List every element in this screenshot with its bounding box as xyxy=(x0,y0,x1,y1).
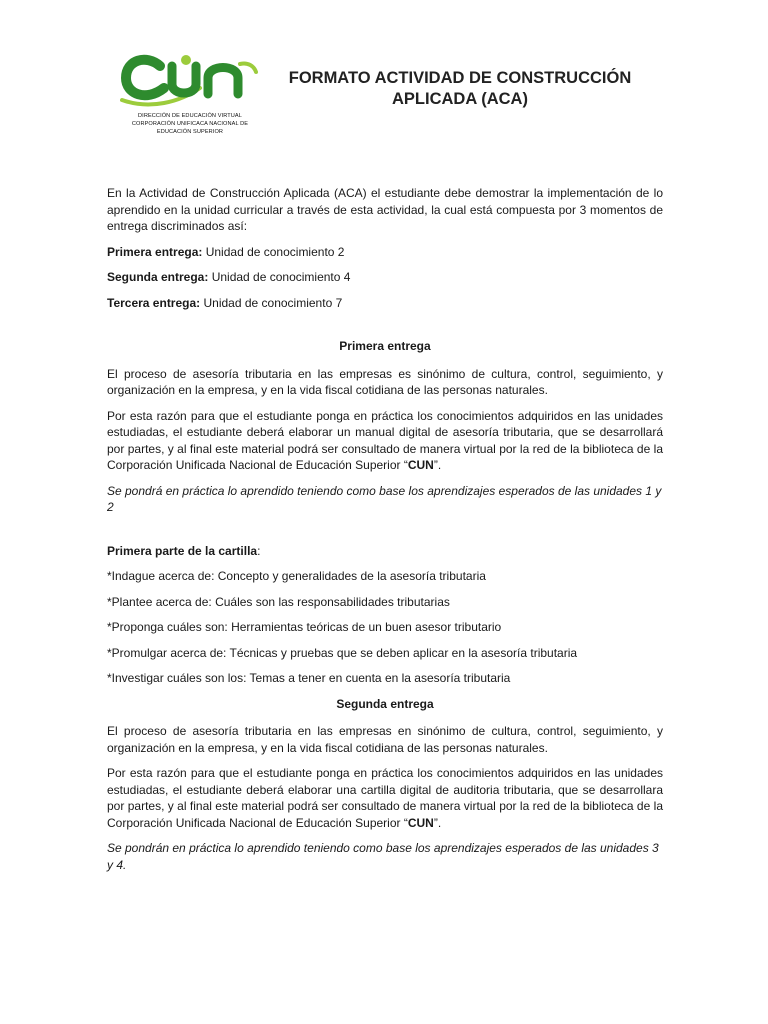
document-body xyxy=(107,185,663,873)
first-paragraph-2: Por esta razón para que el estudiante ponga en práctica los conocimientos adquiridos en las unidades estudiadas, el estudiante deberá elaborar un manual digital de asesoría tributaria, que se desarrollará por partes, y al final este material podrá ser consultado de manera virtual por la red de la biblioteca de la Corporación Unificada Nacional de Educación Superior “CUN”. xyxy=(107,408,663,472)
section-heading-first: Primera entrega xyxy=(339,339,431,353)
first-note: Se pondrá en práctica lo aprendido teniendo como base los aprendizajes esperados de las unidades 1 y 2 xyxy=(107,483,662,514)
document-header xyxy=(0,0,768,160)
second-note: Se pondrán en práctica lo aprendido teniendo como base los aprendizajes esperados de las unidades 3 y 4. xyxy=(107,841,659,872)
delivery-line-2: Segunda entrega: Unidad de conocimiento 4 xyxy=(107,270,351,284)
second-paragraph-2: Por esta razón para que el estudiante ponga en práctica los conocimientos adquiridos en las unidades estudiadas, el estudiante deberá elaborar una cartilla digital de auditoria tributaria, que se desarrollara por partes, y al final este material podrá ser consultado de manera virtual por la red de la biblioteca de la Corporación Unificada Nacional de Educación Superior “CUN”. xyxy=(107,766,663,830)
document-title: FORMATO ACTIVIDAD DE CONSTRUCCIÓN APLICADA (ACA) xyxy=(288,69,632,108)
logo-caption: DIRECCIÓN DE EDUCACIÓN VIRTUAL CORPORACIÓN UNIFICACA NACIONAL DE EDUCACIÓN SUPERIOR xyxy=(131,113,249,135)
second-paragraph-1: El proceso de asesoría tributaria en las empresas en sinónimo de cultura, control, seguimiento, y organización en la empresa, y en la vida fiscal cotidiana de las personas naturales. xyxy=(107,724,663,755)
cartilla-item: *Indague acerca de: Concepto y generalidades de la asesoría tributaria xyxy=(107,569,486,583)
first-paragraph-1: El proceso de asesoría tributaria en las empresas es sinónimo de cultura, control, seguimiento, y organización en la empresa, y en la vida fiscal cotidiana de las personas naturales. xyxy=(107,366,663,397)
delivery-line-3: Tercera entrega: Unidad de conocimiento 7 xyxy=(107,295,343,310)
cun-logo-icon xyxy=(120,52,260,110)
cun-logo xyxy=(120,52,260,144)
cartilla-item: *Investigar cuáles son los: Temas a tener en cuenta en la asesoría tributaria xyxy=(107,671,511,685)
delivery-line-1: Primera entrega: Unidad de conocimiento 2 xyxy=(107,244,345,259)
cartilla-item: *Promulgar acerca de: Técnicas y pruebas que se deben aplicar en la asesoría tributaria xyxy=(107,645,578,660)
cartilla-item: *Plantee acerca de: Cuáles son las responsabilidades tributarias xyxy=(107,594,450,609)
cartilla-item: *Proponga cuáles son: Herramientas teóricas de un buen asesor tributario xyxy=(107,620,502,634)
cartilla-heading: Primera parte de la cartilla: xyxy=(107,543,261,558)
intro-paragraph: En la Actividad de Construcción Aplicada (ACA) el estudiante debe demostrar la implementación de lo aprendido en la unidad curricular a través de esta actividad, la cual está compuesta por 3 momentos de entrega discriminados así: xyxy=(107,186,663,233)
section-heading-second: Segunda entrega xyxy=(336,696,434,711)
